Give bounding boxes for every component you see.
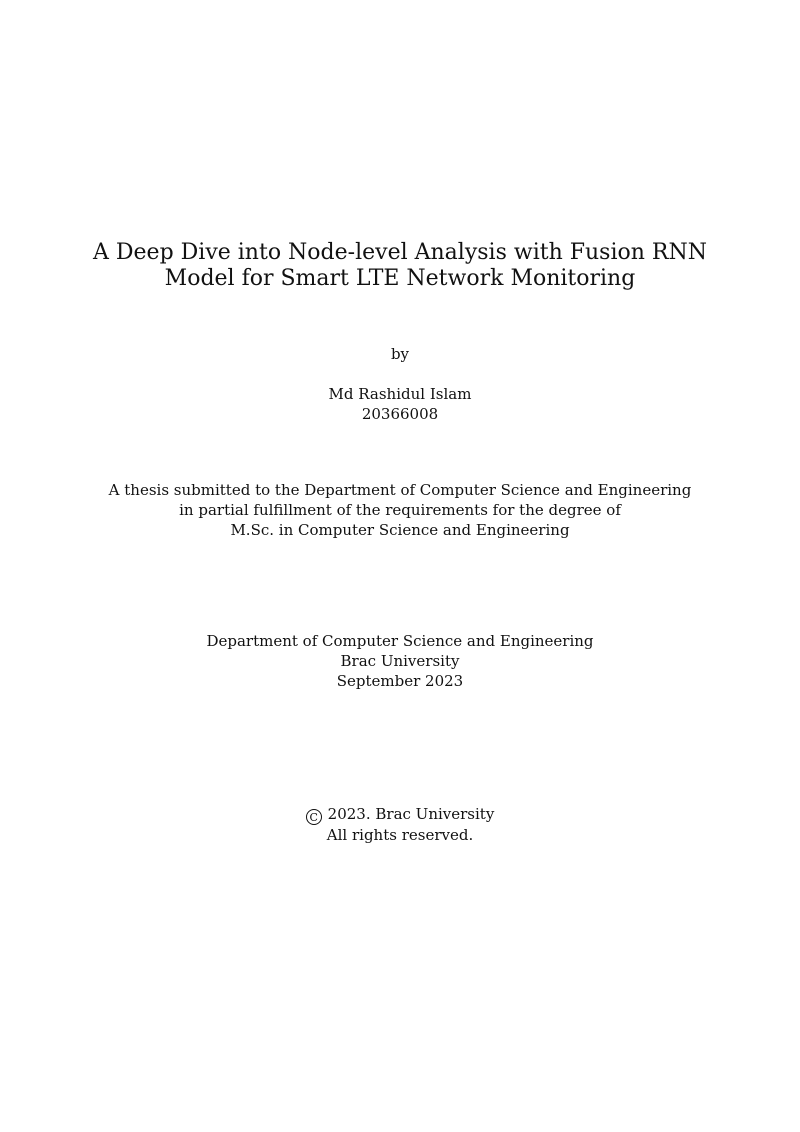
copyright-block: [0, 804, 800, 845]
byline-text: by: [390, 345, 410, 363]
submission-statement: [0, 480, 800, 540]
thesis-title: [0, 240, 800, 292]
submission-line-3: M.Sc. in Computer Science and Engineering: [230, 521, 570, 539]
thesis-title-line-2: Model for Smart LTE Network Monitoring: [164, 266, 636, 291]
copyright-text: 2023. Brac University: [327, 805, 495, 823]
copyright-line: [0, 804, 800, 825]
submission-line-2: in partial fulfillment of the requirements for the degree of: [179, 501, 621, 519]
submission-line-1: A thesis submitted to the Department of Computer Science and Engineering: [108, 481, 692, 499]
byline: [0, 344, 800, 364]
university-name: Brac University: [340, 652, 460, 670]
student-id: 20366008: [361, 405, 439, 423]
submission-date: September 2023: [336, 672, 464, 690]
author-name: Md Rashidul Islam: [328, 385, 472, 403]
copyright-icon: C: [306, 809, 322, 825]
author-block: [0, 384, 800, 424]
rights-reserved: All rights reserved.: [326, 826, 474, 844]
thesis-title-line-1: A Deep Dive into Node-level Analysis with Fusion RNN: [93, 240, 707, 265]
institution-block: [0, 631, 800, 691]
department-name: Department of Computer Science and Engineering: [206, 632, 594, 650]
